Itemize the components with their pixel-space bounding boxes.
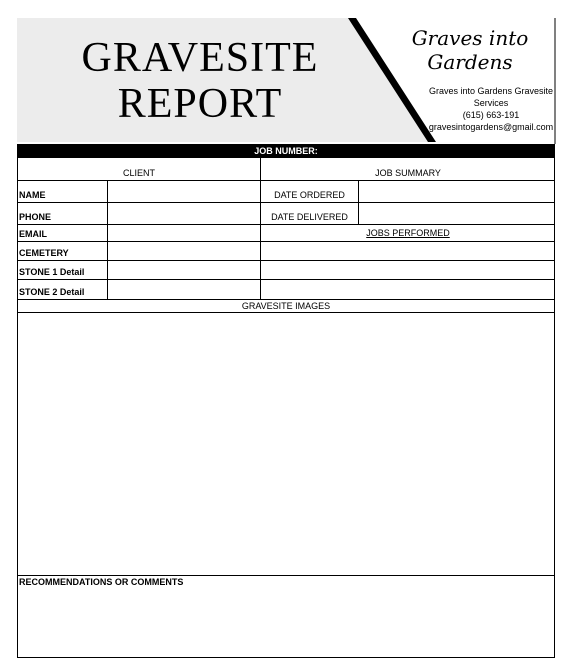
jobs-performed-heading: JOBS PERFORMED <box>366 228 450 238</box>
row-line <box>17 202 555 203</box>
name-label: NAME <box>19 190 46 200</box>
gravesite-images-heading: GRAVESITE IMAGES <box>241 301 331 311</box>
company-info <box>425 85 557 133</box>
date-delivered-field[interactable] <box>360 210 554 223</box>
row-line <box>17 180 555 181</box>
row-line <box>17 224 555 225</box>
cemetery-label: CEMETERY <box>19 248 69 258</box>
client-section-heading: CLIENT <box>122 168 155 178</box>
company-name-line2: Services <box>473 98 509 108</box>
email-label: EMAIL <box>19 229 47 239</box>
stone1-label: STONE 1 Detail <box>19 267 85 277</box>
jobs-performed-area[interactable] <box>262 242 554 298</box>
stone1-field[interactable] <box>109 265 259 278</box>
name-field[interactable] <box>109 188 259 201</box>
date-ordered-label: DATE ORDERED <box>274 190 345 200</box>
stone2-label: STONE 2 Detail <box>19 287 85 297</box>
report-title-line1: GRAVESITE <box>81 35 319 81</box>
email-field[interactable] <box>109 227 259 240</box>
job-number-bar <box>17 144 555 158</box>
job-summary-heading: JOB SUMMARY <box>375 168 441 178</box>
report-title-line2: REPORT <box>117 81 283 127</box>
recommendations-label: RECOMMENDATIONS OR COMMENTS <box>19 577 184 587</box>
phone-field[interactable] <box>109 210 259 223</box>
date-ordered-field[interactable] <box>360 188 554 201</box>
gravesite-images-area[interactable] <box>18 313 554 574</box>
company-email: gravesintogardens@gmail.com <box>428 122 554 132</box>
cemetery-field[interactable] <box>109 246 259 259</box>
company-phone: (615) 663-191 <box>462 110 520 120</box>
date-delivered-label: DATE DELIVERED <box>271 212 348 222</box>
client-value-divider <box>107 180 108 299</box>
company-name-line1: Graves into Gardens Gravesite <box>428 86 554 96</box>
phone-label: PHONE <box>19 212 52 222</box>
stone2-field[interactable] <box>109 284 259 297</box>
date-value-divider <box>358 180 359 224</box>
company-script-logo: Graves into Gardens <box>411 26 529 74</box>
job-number-label: JOB NUMBER: <box>254 146 318 156</box>
recommendations-area[interactable] <box>18 590 554 657</box>
